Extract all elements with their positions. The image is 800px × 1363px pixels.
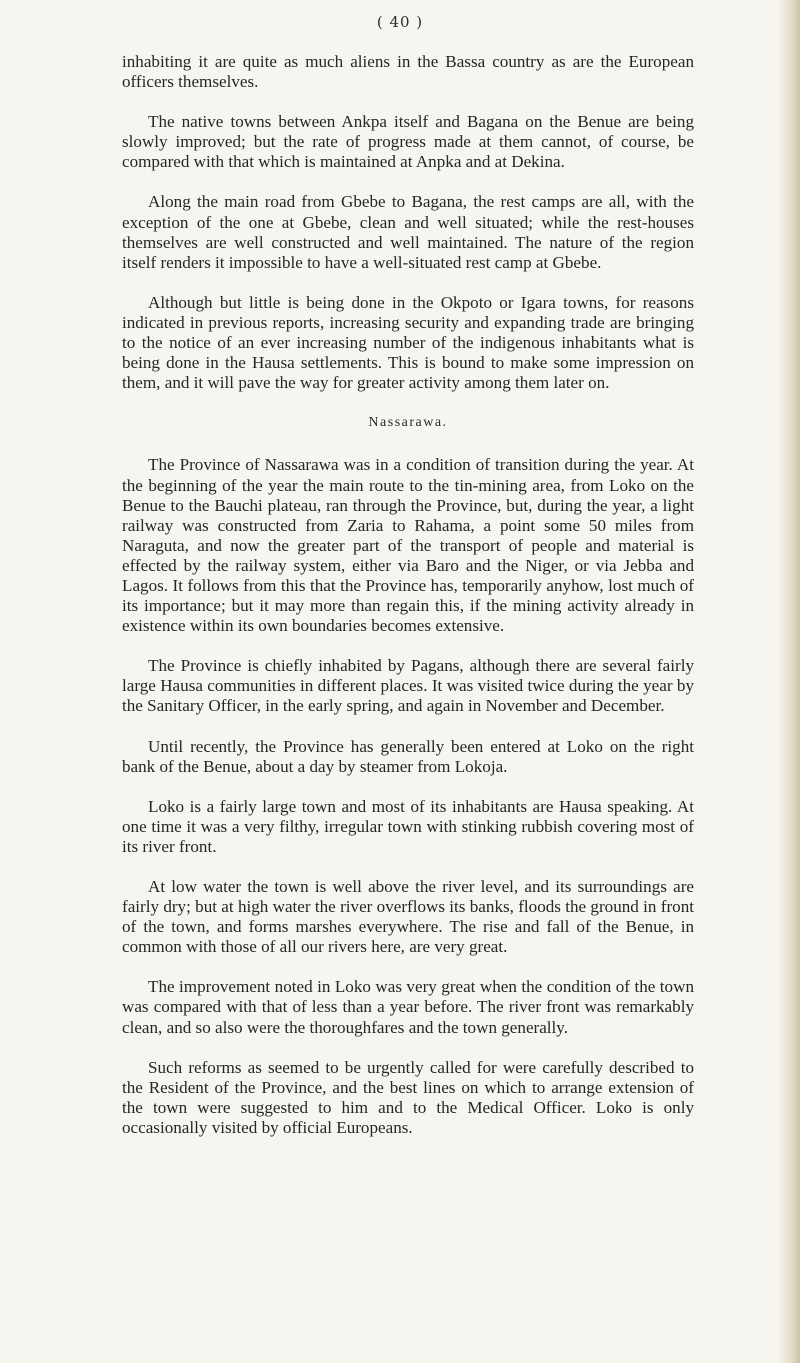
paragraph-province-transition: The Province of Nassarawa was in a condition of transition during the year. At the beginning of the year the main route to the tin-mining area, from Loko on the Benue to the Bauchi plateau, ran through the Province, but, during the year, a light railway was constructed from Zaria to Rahama, a point some 50 miles from Naraguta, and now the greater part of the transport of people and material is effected by the railway system, either via Baro and the Niger, or via Jebba and Lagos. It follows from this that the Province has, temporarily anyhow, lost much of its importance; but it may more than regain this, if the mining activity already in existence within its own boundaries becomes extensive. (122, 455, 694, 636)
page-number: ( 40 ) (376, 13, 424, 31)
paragraph-loko-town: Loko is a fairly large town and most of its inhabitants are Hausa speaking. At one time it was a very filthy, irregular town with stinking rubbish covering most of its river front. (122, 796, 694, 856)
body-text (122, 52, 694, 1158)
paragraph-native-towns: The native towns between Ankpa itself and Bagana on the Benue are being slowly improved; but the rate of progress made at them cannot, of course, be compared with that which is maintained at Anpka and at Dekina. (122, 112, 694, 172)
paragraph-continuation: inhabiting it are quite as much aliens in the Bassa country as are the European officers themselves. (122, 52, 694, 92)
page-edge-shadow (778, 0, 800, 1363)
paragraph-entered-at-loko: Until recently, the Province has generally been entered at Loko on the right bank of the Benue, about a day by steamer from Lokoja. (122, 736, 694, 776)
paragraph-reforms: Such reforms as seemed to be urgently called for were carefully described to the Resident of the Province, and the best lines on which to arrange extension of the town were suggested to him and to the Medical Officer. Loko is only occasionally visited by official Europeans. (122, 1057, 694, 1137)
section-heading-nassarawa: Nassarawa. (368, 415, 448, 431)
paragraph-okpoto-igara: Although but little is being done in the Okpoto or Igara towns, for reasons indicated in previous reports, increasing security and expanding trade are bringing to the notice of an ever increasing number of the indigenous inhabitants what is being done in the Hausa settlements. This is bound to make some impression on them, and it will pave the way for greater activity among them later on. (122, 292, 694, 393)
paragraph-improvement: The improvement noted in Loko was very great when the condition of the town was compared with that of less than a year before. The river front was remarkably clean, and so also were the thoroughfares and the town generally. (122, 977, 694, 1037)
paragraph-inhabited-by-pagans: The Province is chiefly inhabited by Pagans, although there are several fairly large Hausa communities in different places. It was visited twice during the year by the Sanitary Officer, in the early spring, and again in November and December. (122, 656, 694, 716)
paragraph-main-road: Along the main road from Gbebe to Bagana, the rest camps are all, with the exception of the one at Gbebe, clean and well situated; while the rest-houses themselves are well constructed and well maintained. The nature of the region itself renders it impossible to have a well-situated rest camp at Gbebe. (122, 192, 694, 272)
paragraph-low-water: At low water the town is well above the river level, and its surroundings are fairly dry; but at high water the river overflows its banks, floods the ground in front of the town, and forms marshes everywhere. The rise and fall of the Benue, in common with those of all our rivers here, are very great. (122, 877, 694, 957)
